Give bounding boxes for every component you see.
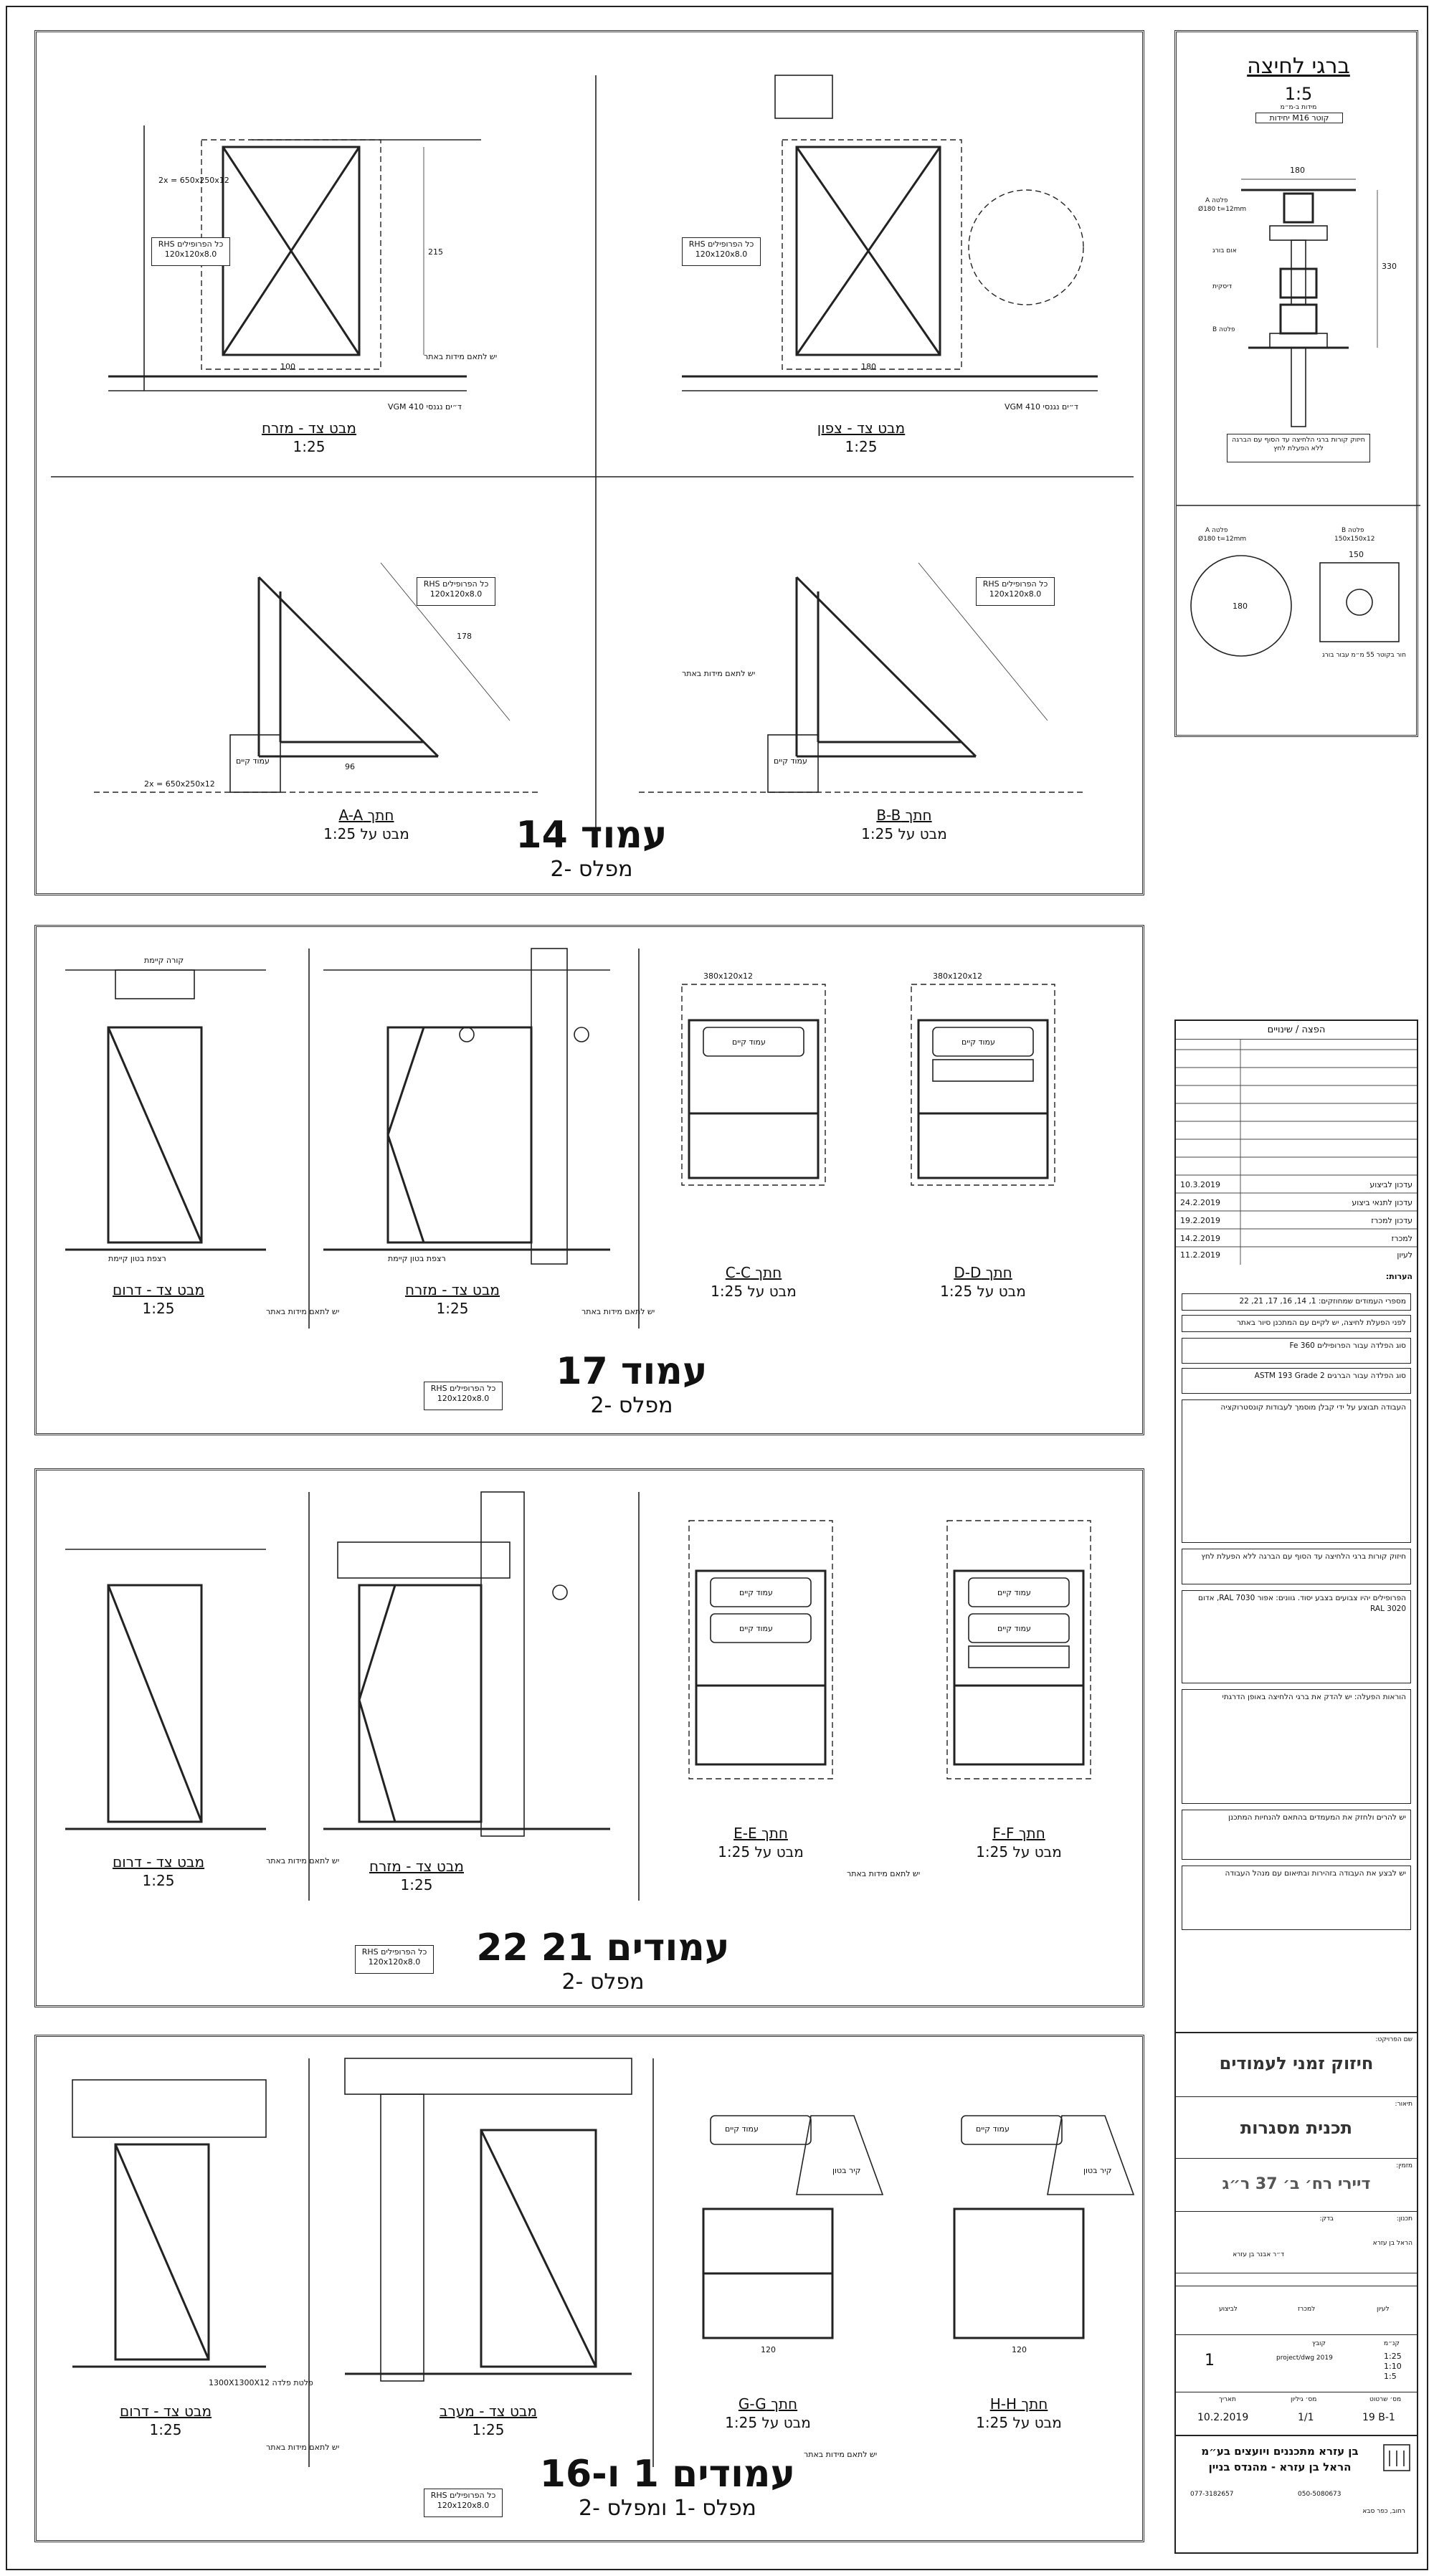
rev-date: 19.2.2019: [1180, 1216, 1220, 1225]
rhs-note: כל הפרופילים RHS 120x120x8.0: [976, 577, 1055, 606]
view-scale: מבט על 1:25: [718, 1843, 804, 1860]
detail-sub1: מידות ב-מ״מ: [1280, 104, 1317, 111]
drawing-label: תיאור:: [1395, 2101, 1412, 2108]
plate-b-value: 150x150x12: [1334, 536, 1375, 543]
dim-96: 96: [345, 762, 355, 771]
beam-label: קורה קיימת: [144, 956, 184, 965]
site-note: יש לתאם מידות באתר: [581, 1307, 655, 1316]
dim-180: 180: [1233, 602, 1248, 611]
panel-subtitle: מפלס -2: [550, 857, 633, 882]
panel-subtitle: מפלס -2: [590, 1393, 673, 1418]
view-scale: 1:25: [472, 2421, 505, 2438]
column-label: עמוד קיים: [732, 1037, 766, 1047]
panel-subtitle: מפלס -2: [561, 1969, 645, 1995]
note-4: ASTM 193 Grade 2 סוג הפלדה עבור הברגים: [1182, 1368, 1411, 1394]
column-label: עמוד קיים: [774, 756, 807, 766]
client-name: דיירי רח׳ ב׳ 37 ר״ג: [1222, 2175, 1371, 2193]
site-note: יש לתאם מידות באתר: [266, 1856, 340, 1866]
note-3: Fe 360 סוג הפלדה עבור הפרופילים: [1182, 1338, 1411, 1364]
column-label: עמוד קיים: [725, 2124, 759, 2134]
column-label: עמוד קיים: [997, 1624, 1031, 1633]
view-scale: 1:25: [293, 438, 326, 455]
rhs-note: כל הפרופילים RHS 120x120x8.0: [151, 237, 230, 266]
plate-note: 2x = 650x250x12: [144, 779, 215, 789]
site-note: יש לתאם מידות באתר: [847, 1869, 921, 1878]
notes-header: הערות:: [1385, 1272, 1412, 1281]
note-6: חיזוק קורות ברגי הלחיצה עד הסוף עם הברגה ללא הפעלת לחץ: [1182, 1549, 1411, 1584]
view-scale: 1:25: [142, 1300, 175, 1317]
dim-180: 180: [1290, 166, 1305, 175]
floor-label: רצפת בטון קיימת: [388, 1254, 446, 1263]
site-note: יש לתאם מידות באתר: [266, 1307, 340, 1316]
rhs-note: כל הפרופילים RHS 120x120x8.0: [424, 2489, 503, 2517]
note-10: יש לבצע את העבודה בזהירות ובתיאום עם מנהל העבודה: [1182, 1866, 1411, 1930]
site-note: יש לתאם מידות באתר: [804, 2450, 878, 2459]
rev-date: 11.2.2019: [1180, 1250, 1220, 1260]
note-1: מספרי העמודים שמחוזקים: 1, 14, 16, 17, 21, 22: [1182, 1293, 1411, 1311]
project-label: שם הפרויקט:: [1375, 2036, 1412, 2043]
plate-note: פלטת פלדה 1300X1300X12: [209, 2378, 313, 2387]
note-8: הוראות הפעלה: יש להדק את ברגי הלחיצה באופן הדרגתי: [1182, 1689, 1411, 1804]
panel1-drawing: [37, 32, 1146, 898]
view-scale: מבט על 1:25: [323, 825, 409, 842]
detail-title: ברגי לחיצה: [1247, 54, 1350, 79]
sheet-no: 1/1: [1298, 2412, 1314, 2423]
detail-sub2: קוטר M16 יחידות: [1255, 113, 1343, 123]
office-logo: [1176, 1021, 1417, 2555]
site-note: יש לתאם מידות באתר: [682, 669, 756, 678]
bolt-drawing: [1177, 32, 1420, 739]
view-caption: מבט צד - מערב: [439, 2402, 538, 2420]
plate-a-value: Ø180 t=12mm: [1198, 536, 1247, 543]
rev-date: 24.2.2019: [1180, 1198, 1220, 1207]
view-caption: מבט צד - מזרח: [404, 1281, 500, 1298]
detail-scale: 1:5: [1284, 84, 1313, 104]
dim-120: 120: [761, 2345, 776, 2354]
panel-subtitle: מפלס -1 ומפלס -2: [579, 2496, 756, 2521]
view-caption: חתך G-G: [738, 2395, 798, 2413]
note-5: העבודה תבוצע על ידי קבלן מוסמך לעבודות קונסטרוקציה: [1182, 1399, 1411, 1543]
nut-label: אום בורג: [1212, 247, 1237, 255]
date-value: 10.2.2019: [1197, 2412, 1249, 2423]
rev-desc: לעיון: [1397, 1250, 1412, 1260]
view-caption: מבט צד - דרום: [119, 2402, 212, 2420]
column-label: עמוד קיים: [739, 1624, 773, 1633]
revisions-header: הפצה / שינויים: [1176, 1021, 1417, 1040]
note-7: הפרופילים יהיו צבועים בצבע יסוד. גוונים: אפור RAL 7030, אדום RAL 3020: [1182, 1590, 1411, 1683]
panel-columns-21-22: [34, 1468, 1144, 2007]
dim-330: 330: [1382, 262, 1397, 271]
view-caption: חתך B-B: [876, 807, 932, 824]
stage-tender: למכרז: [1298, 2306, 1316, 2313]
site-note: יש לתאם מידות באתר: [424, 352, 498, 361]
site-note: יש לתאם מידות באתר: [266, 2443, 340, 2452]
view-caption: חתך C-C: [725, 1264, 782, 1281]
dim-120: 120: [1012, 2345, 1027, 2354]
view-scale: 1:25: [845, 438, 878, 455]
view-caption: מבט צד - דרום: [112, 1853, 205, 1871]
file-label: קובץ: [1312, 2340, 1326, 2347]
view-scale: מבט על 1:25: [861, 825, 947, 842]
view-scale: 1:25: [400, 1876, 433, 1893]
panel-title: עמודים 1 ו-16: [539, 2453, 796, 2496]
panel-column-17: [34, 925, 1144, 1435]
column-label: עמוד קיים: [739, 1588, 773, 1597]
plate-note: 380x120x12: [703, 971, 754, 981]
dim-180: 180: [861, 362, 876, 371]
designer-label: תכנון:: [1396, 2215, 1412, 2223]
view-scale: מבט על 1:25: [725, 2414, 811, 2431]
rev-date: 10.3.2019: [1180, 1180, 1220, 1189]
checker-label: בדק:: [1319, 2215, 1334, 2223]
dim-150: 150: [1349, 550, 1364, 559]
checker-name: ד״ר אבנר בן עזרא: [1233, 2251, 1284, 2258]
view-caption: מבט צד - צפון: [817, 419, 906, 437]
hole-note: חור בקוטר 55 מ״מ עבור בורג: [1322, 652, 1406, 659]
scale-1: 1:25: [1384, 2352, 1402, 2361]
panel-title: עמודים 21 22: [476, 1926, 730, 1969]
scale-3: 1:5: [1384, 2372, 1397, 2381]
beam-note: ד״ים נגנסי VGM 410: [1005, 402, 1078, 412]
project-name: חיזוק זמני לעמודים: [1219, 2053, 1374, 2073]
column-label: עמוד קיים: [976, 2124, 1010, 2134]
view-caption: חתך E-E: [733, 1825, 788, 1842]
address: רחוב, כפר סבא: [1362, 2508, 1405, 2515]
date-label: תאריך: [1219, 2396, 1236, 2403]
view-scale: מבט על 1:25: [711, 1283, 797, 1300]
column-label: עמוד קיים: [997, 1588, 1031, 1597]
view-caption: חתך D-D: [954, 1264, 1012, 1281]
dim-215: 215: [428, 247, 443, 257]
dim-178: 178: [457, 632, 472, 641]
plate-b-label: פלטה B: [1212, 326, 1235, 333]
view-caption: חתך F-F: [992, 1825, 1045, 1842]
file-value: project/dwg 2019: [1276, 2354, 1333, 2362]
beam-note: ד״ים נגנסי VGM 410: [388, 402, 462, 412]
plate-a-value: Ø180 t=12mm: [1198, 206, 1247, 213]
panel-title: עמוד 17: [556, 1350, 708, 1393]
plate-note: 380x120x12: [933, 971, 983, 981]
office-name: בן עזרא מתכננים ויועצים בע״מ: [1201, 2445, 1359, 2458]
stage-execution: לביצוע: [1219, 2306, 1238, 2313]
view-scale: 1:25: [142, 1872, 175, 1889]
rev-date: 14.2.2019: [1180, 1234, 1220, 1243]
fax: 077-3182657: [1190, 2491, 1234, 2498]
drawing-no: 19 B-1: [1362, 2412, 1395, 2423]
washer-label: דיסקית: [1212, 283, 1233, 290]
designer-name: הראל בן עזרא: [1372, 2240, 1412, 2247]
plate-note: 2x = 650x250x12: [158, 176, 229, 185]
view-scale: מבט על 1:25: [940, 1283, 1026, 1300]
tighten-note: חיזוק קורות ברגי הלחיצה עד הסוף עם הברגה ללא הפעלת לחץ: [1227, 434, 1370, 462]
rev-desc: עדכון למכרז: [1371, 1216, 1412, 1225]
rhs-note: כל הפרופילים RHS 120x120x8.0: [682, 237, 761, 266]
drawing-no-label: מס׳ שרטוט: [1369, 2396, 1402, 2403]
view-scale: מבט על 1:25: [976, 2414, 1062, 2431]
panel-title: עמוד 14: [516, 814, 668, 857]
column-label: עמוד קיים: [236, 756, 270, 766]
plate-a-label: פלטה A: [1205, 527, 1228, 534]
stage-review: לעיון: [1377, 2306, 1390, 2313]
view-caption: חתך A-A: [338, 807, 394, 824]
client-label: מזמין:: [1396, 2162, 1412, 2169]
rev-desc: למכרז: [1391, 1234, 1412, 1243]
column-label: עמוד קיים: [961, 1037, 995, 1047]
office-engineer: הראל בן עזרא - מהנדס בניין: [1208, 2461, 1352, 2473]
rhs-note: כל הפרופילים RHS 120x120x8.0: [424, 1382, 503, 1410]
plate-a-label: פלטה A: [1205, 197, 1228, 204]
panel-columns-1-16: [34, 2035, 1144, 2542]
note-9: יש להרים ולחזק את המעמדים בהתאם להנחיות המתכנן: [1182, 1810, 1411, 1860]
plate-b-label: פלטה B: [1342, 527, 1364, 534]
title-block: [1174, 1020, 1418, 2554]
drawing-name: תכנית מסגרות: [1240, 2118, 1353, 2138]
rhs-note: כל הפרופילים RHS 120x120x8.0: [417, 577, 495, 606]
panel-column-14: [34, 30, 1144, 895]
view-caption: חתך H-H: [989, 2395, 1048, 2413]
rev-desc: עדכון לתנאי ביצוע: [1352, 1198, 1412, 1207]
view-caption: מבט צד - דרום: [112, 1281, 205, 1298]
scale-2: 1:10: [1384, 2362, 1402, 2371]
phone: 050-5080673: [1298, 2491, 1342, 2498]
note-2: לפני הפעלת לחיצה, יש לקיים עם המתכנן סיור באתר: [1182, 1315, 1411, 1332]
rev-desc: עדכון לביצוע: [1369, 1180, 1412, 1189]
sheet-no-label: מס׳ גיליון: [1291, 2396, 1317, 2403]
wall-label: קיר בטון: [1083, 2166, 1112, 2175]
floor-label: רצפת בטון קיימת: [108, 1254, 166, 1263]
rhs-note: כל הפרופילים RHS 120x120x8.0: [355, 1945, 434, 1974]
detail-compression-bolts: [1174, 30, 1418, 737]
view-caption: מבט צד - מזרח: [261, 419, 357, 437]
view-scale: מבט על 1:25: [976, 1843, 1062, 1860]
dim-100: 100: [280, 362, 295, 371]
scale-label: קנ״מ: [1384, 2340, 1400, 2347]
wall-label: קיר בטון: [832, 2166, 861, 2175]
revision-number: 1: [1205, 2352, 1215, 2370]
view-caption: מבט צד - מזרח: [369, 1858, 465, 1875]
view-scale: 1:25: [149, 2421, 182, 2438]
view-scale: 1:25: [436, 1300, 469, 1317]
